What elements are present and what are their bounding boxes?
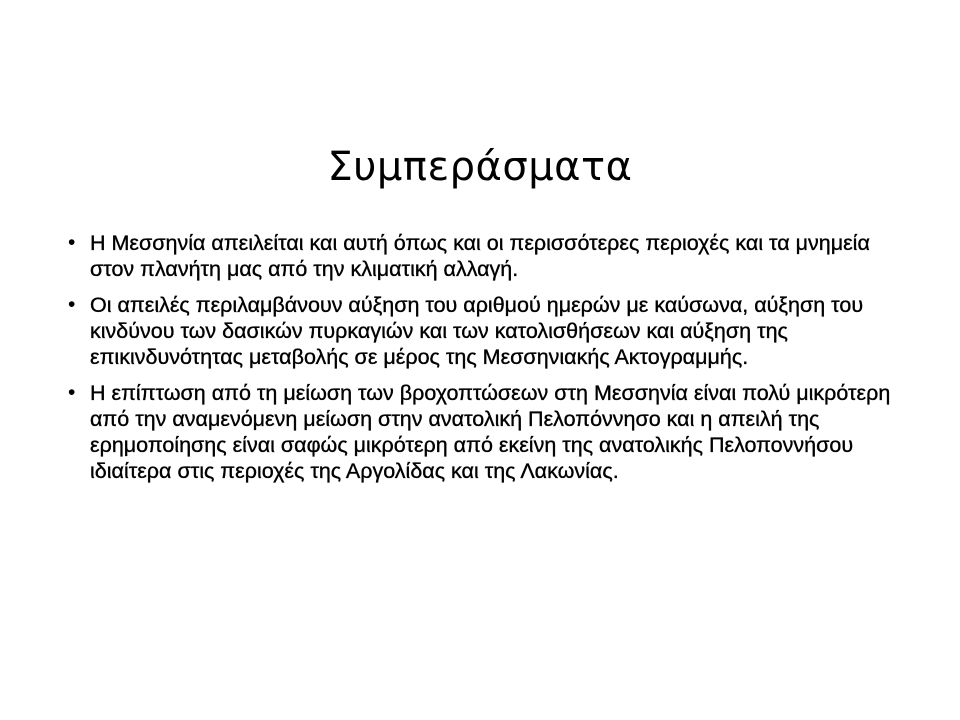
bullet-item (68, 292, 898, 370)
bullet-item (68, 380, 898, 484)
bullet-text: Η επίπτωση από τη μείωση των βροχοπτώσεων στη Μεσσηνία είναι πολύ μικρότερη από την αναμενόμενη μείωση στην ανατολική Πελοπόννησο και η απειλή της ερημοποίησης είναι σαφώς μικρότερη από εκείνη της ανατολικής Πελοποννήσου ιδιαίτερα στις περιοχές της Αργολίδας και της Λακωνίας. (90, 381, 891, 483)
bullet-icon: • (68, 231, 76, 254)
bullet-text: Οι απειλές περιλαμβάνουν αύξηση του αριθμού ημερών με καύσωνα, αύξηση του κινδύνου των δασικών πυρκαγιών και των κατολισθήσεων και αύξηση της επικινδυνότητας μεταβολής σε μέρος της Μεσσηνιακής Ακτογραμμής. (90, 293, 864, 369)
bullet-icon: • (68, 293, 76, 316)
slide-title: Συμπεράσματα (327, 144, 633, 190)
bullet-list (68, 230, 898, 494)
bullet-icon: • (68, 381, 76, 404)
bullet-item (68, 230, 898, 282)
bullet-text: Η Μεσσηνία απειλείται και αυτή όπως και οι περισσότερες περιοχές και τα μνημεία στον πλανήτη μας από την κλιματική αλλαγή. (90, 231, 870, 281)
